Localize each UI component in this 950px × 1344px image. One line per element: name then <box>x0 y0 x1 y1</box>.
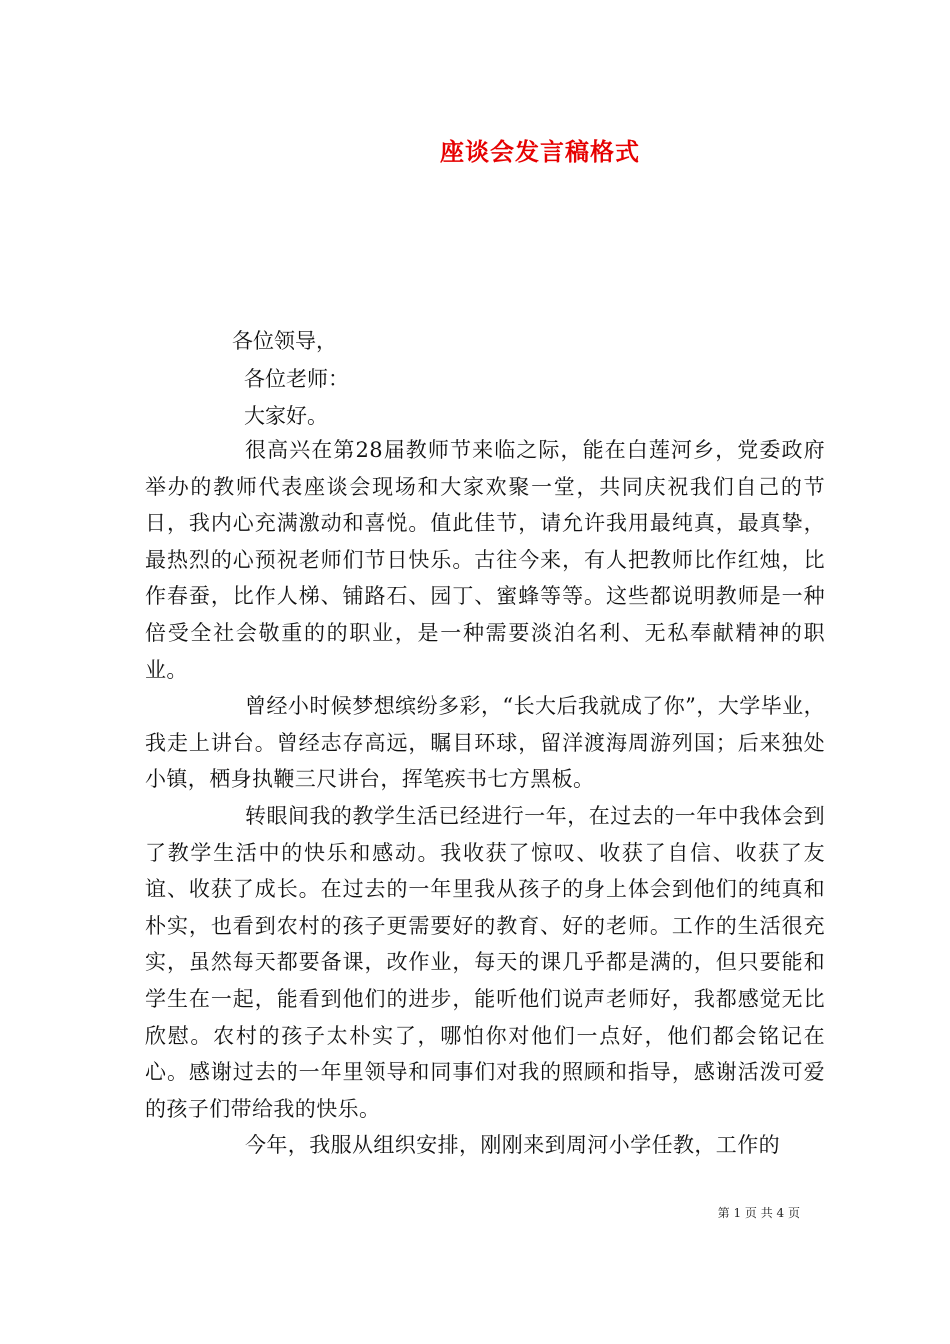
document-body <box>145 432 825 1164</box>
greeting-leaders: 各位领导， <box>232 329 337 353</box>
paragraph: 今年，我服从组织安排，刚刚来到周河小学任教，工作的 <box>245 1133 780 1158</box>
paragraph: 转眼间我的教学生活已经进行一年，在过去的一年中我体会到了教学生活中的快乐和感动。我收获了惊叹、收获了自信、收获了友谊、收获了成长。在过去的一年里我从孩子的身上体会到他们的纯真和朴实，也看到农村的孩子更需要好的教育、好的老师。工作的生活很充实，虽然每天都要备课，改作业，每天的课几乎都是满的，但只要能和学生在一起，能看到他们的进步，能听他们说声老师好，我都感觉无比欣慰。农村的孩子太朴实了，哪怕你对他们一点好，他们都会铭记在心。感谢过去的一年里领导和同事们对我的照顾和指导，感谢活泼可爱的孩子们带给我的快乐。 <box>145 803 825 1121</box>
greeting-hello: 大家好。 <box>244 404 328 428</box>
document-title: 座谈会发言稿格式 <box>440 137 640 166</box>
paragraph: 曾经小时候梦想缤纷多彩，“长大后我就成了你”，大学毕业，我走上讲台。曾经志存高远，瞩目环球，留洋渡海周游列国；后来独处小镇，栖身执鞭三尺讲台，挥笔疾书七方黑板。 <box>145 694 825 792</box>
greeting-teachers: 各位老师： <box>244 367 349 391</box>
page-number-footer: 第 1 页 共 4 页 <box>717 1206 800 1220</box>
paragraph: 很高兴在第28届教师节来临之际，能在白莲河乡，党委政府举办的教师代表座谈会现场和大家欢聚一堂，共同庆祝我们自己的节日，我内心充满激动和喜悦。值此佳节，请允许我用最纯真，最真挚，最热烈的心预祝老师们节日快乐。古往今来，有人把教师比作红烛，比作春蚕，比作人梯、铺路石、园丁、蜜蜂等等。这些都说明教师是一种倍受全社会敬重的的职业，是一种需要淡泊名利、无私奉献精神的职业。 <box>145 438 825 682</box>
